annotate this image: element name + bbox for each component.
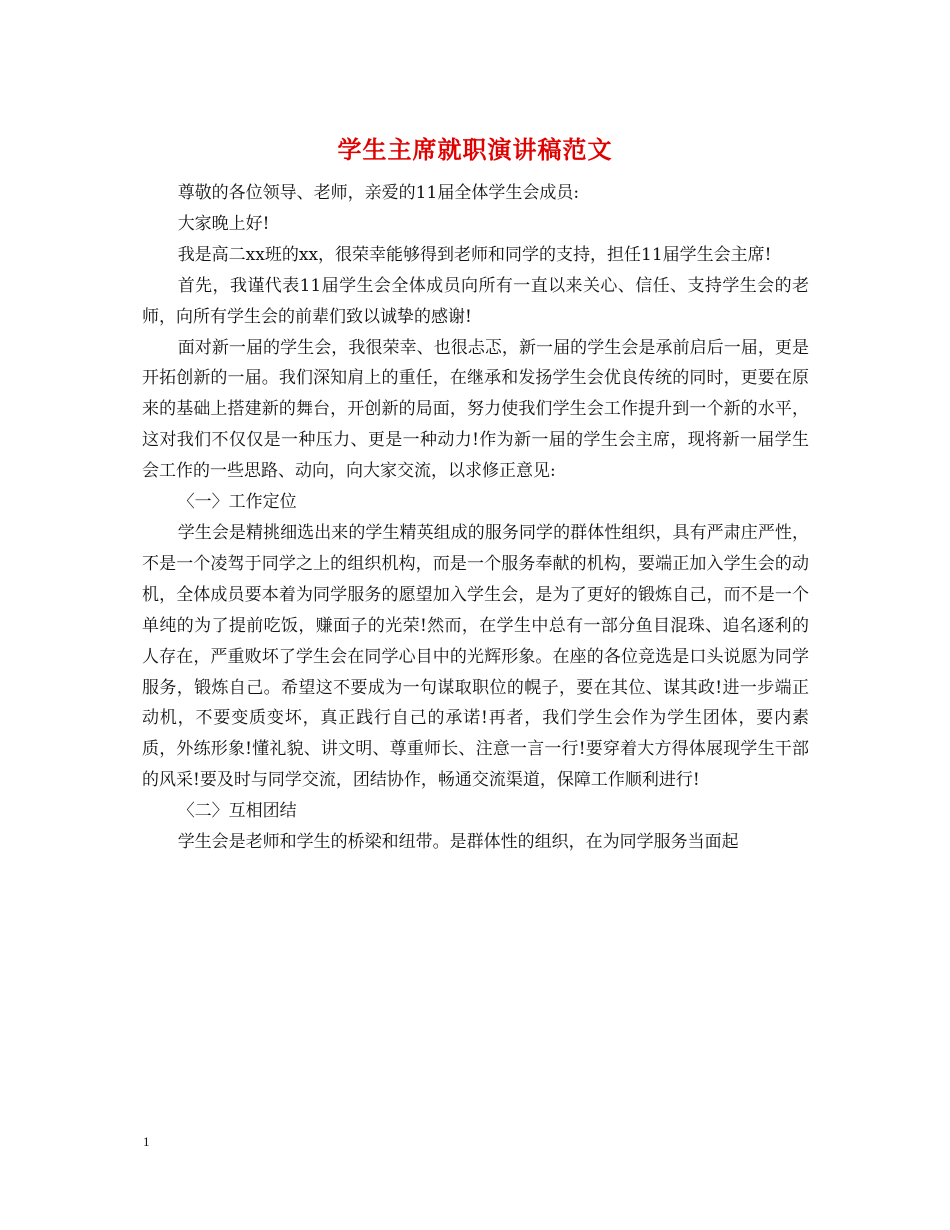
section-heading-mutual-unity: 〈二〉互相团结 (177, 801, 297, 822)
paragraph-introduction: 我是高二xx班的xx，很荣幸能够得到老师和同学的支持，担任11届学生会主席! (177, 244, 772, 265)
paragraph-mutual-unity: 学生会是老师和学生的桥梁和纽带。是群体性的组织，在为同学服务当面起 (177, 832, 739, 853)
section-heading-work-positioning: 〈一〉工作定位 (177, 492, 297, 513)
paragraph-overview: 面对新一届的学生会，我很荣幸、也很忐忑，新一届的学生会是承前启后一届，更是开拓创新的一届。我们深知肩上的重任，在继承和发扬学生会优良传统的同时，更要在原来的基础上搭建新的舞台，开创新的局面，努力使我们学生会工作提升到一个新的水平，这对我们不仅仅是一种压力、更是一种动力!作为新一届的学生会主席，现将新一届学生会工作的一些思路、动向，向大家交流，以求修正意见: (142, 337, 809, 482)
paragraph-salutation: 尊敬的各位领导、老师，亲爱的11届全体学生会成员: (177, 183, 580, 203)
paragraph-greeting: 大家晚上好! (177, 213, 270, 234)
document-title: 学生主席就职演讲稿范文 (337, 135, 613, 164)
page-number: 1 (143, 1134, 150, 1149)
document-body (142, 178, 809, 858)
paragraph-work-positioning: 学生会是精挑细选出来的学生精英组成的服务同学的群体性组织，具有严肃庄严性，不是一个凌驾于同学之上的组织机构，而是一个服务奉献的机构，要端正加入学生会的动机，全体成员要本着为同学服务的愿望加入学生会，是为了更好的锻炼自己，而不是一个单纯的为了提前吃饭，赚面子的光荣!然而，在学生中总有一部分鱼目混珠、追名逐利的人存在，严重败坏了学生会在同学心目中的光辉形象。在座的各位竞选是口头说愿为同学服务，锻炼自己。希望这不要成为一句谋取职位的幌子，要在其位、谋其政!进一步端正动机，不要变质变坏，真正践行自己的承诺!再者，我们学生会作为学生团体，要内素质，外练形象!懂礼貌、讲文明、尊重师长、注意一言一行!要穿着大方得体展现学生干部的风采!要及时与同学交流，团结协作，畅通交流渠道，保障工作顺利进行! (142, 522, 809, 791)
paragraph-thanks: 首先，我谨代表11届学生会全体成员向所有一直以来关心、信任、支持学生会的老师，向所有学生会的前辈们致以诚挚的感谢! (142, 275, 809, 327)
